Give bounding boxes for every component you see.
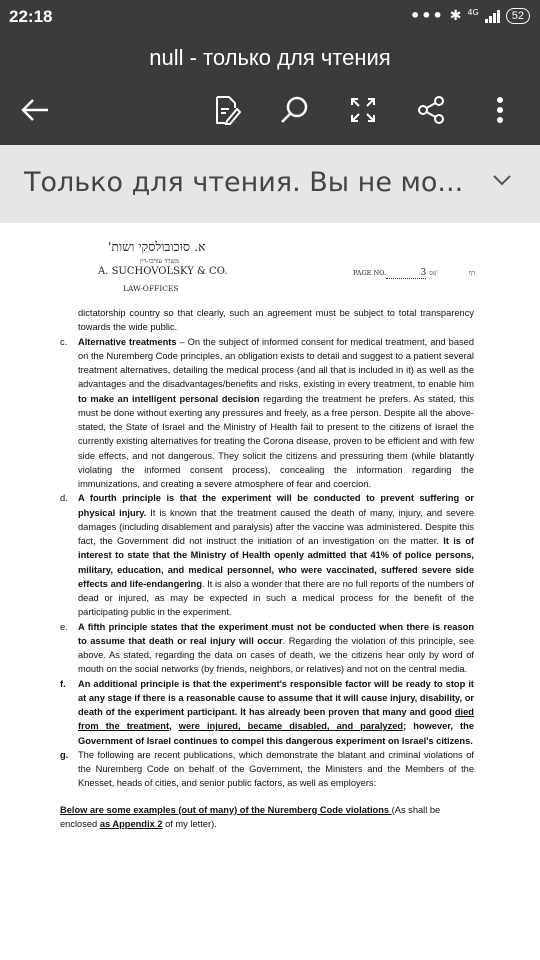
text-span: ; however, the Government of Israel continues to compel this dangerous experiment on Israel's citizens. [78, 721, 475, 746]
bold-text: A fourth principle is that the experiment will be conducted to prevent suffering or physical injury. [78, 493, 474, 518]
list-item-label: c. [60, 336, 68, 347]
underlined-text: were injured, became disabled, and paralyzed [178, 721, 404, 732]
list-item-text [78, 335, 474, 492]
underlined-text: as Appendix 2 [99, 818, 163, 829]
text-span: – On the subject of informed consent for medical treatment, and based on the Nuremberg Code principles, an obligation exists to detail and suggest to a patient several treatment alternatives, detailing the medical process (and all that is included in it) as well as the advantages and the disadvantages/benefits and risks, existing in every treatment, to enable him [78, 336, 475, 390]
examples-paragraph [0, 803, 474, 832]
page-number-value: 3 [386, 268, 426, 279]
document-body [0, 306, 540, 831]
network-type: 4G [467, 7, 479, 17]
back-arrow-icon[interactable] [17, 92, 53, 128]
bold-text: A fifth principle states that the experiment must not be conducted when there is reason to assume that death or real injury will occur [78, 621, 474, 646]
bold-text: to make an intelligent personal decision [78, 393, 260, 404]
text-span: , [169, 721, 179, 732]
text-span: . It is also a wonder that there are no full reports of the numbers of dead or injured, as may be expected in such a medical process for the benefit of the participating public in the experiment. [78, 578, 475, 618]
list-item-text: The following are recent publications, which demonstrate the blatant and criminal violations of the Nuremberg Code on behalf of the Government, the Ministers and the Members of the Knesset, heads of cities, and senior public factors, as well as employers: [78, 749, 474, 789]
edit-icon[interactable] [209, 92, 245, 128]
text-span: (As shall be enclosed [60, 804, 441, 829]
more-options-icon[interactable] [482, 92, 518, 128]
list-item-label: g. [60, 749, 69, 760]
battery-icon: 52 [506, 8, 530, 24]
text-span: of my letter). [162, 818, 217, 829]
letterhead-hebrew-subtitle: משרד עורכי-דין [140, 257, 179, 265]
page-number-hebrew: מס' [429, 270, 438, 277]
app-title: null - только для чтения [149, 45, 391, 70]
fullscreen-icon[interactable] [345, 92, 381, 128]
readonly-banner-text: Только для чтения. Вы не мо... [24, 167, 464, 198]
status-bar [0, 0, 540, 36]
chevron-down-icon[interactable] [492, 171, 512, 190]
text-span: . Regarding the violation of this principle, see above. As stated, regarding the data on cases of death, we the citizens hear only by word of mouth on the social networks (by friends, neighbors, or relatives) and not on the central media. [78, 635, 474, 675]
list-item [0, 748, 474, 791]
page-label-hebrew: דף [469, 270, 475, 277]
bold-text: It is of interest to state that the Ministry of Health openly admitted that 41% of police persons, military, education, and medical personnel, who were vaccinated, suffered severe side effects and life-endangering [78, 536, 475, 589]
status-time: 22:18 [9, 7, 53, 26]
underlined-text: Below are some examples (out of many) of the Nuremberg Code violations [60, 804, 392, 815]
signal-icon [485, 9, 500, 23]
share-icon[interactable] [413, 92, 449, 128]
list-item [0, 677, 474, 748]
page-number-label: PAGE NO. [353, 269, 387, 277]
list-item-text [78, 491, 474, 619]
letterhead-hebrew-name: א. סוכובולסקי ושות' [108, 239, 206, 254]
list-item-label: e. [60, 621, 68, 632]
letterhead-english-subtitle: LAW-OFFICES [123, 284, 179, 293]
intro-paragraph [0, 306, 474, 335]
page-number [353, 268, 438, 279]
document-page[interactable] [0, 223, 540, 960]
list-item-text [78, 620, 474, 677]
notification-dots-icon: ••• [410, 6, 444, 25]
bold-text: Alternative treatments [78, 336, 177, 347]
status-icons [410, 8, 530, 24]
list-item-text [78, 677, 474, 748]
list-item [0, 491, 474, 619]
underlined-text: died from the treatment [78, 707, 474, 732]
list-item-label: d. [60, 493, 68, 504]
bluetooth-icon: ✱ [449, 8, 462, 24]
readonly-banner[interactable] [0, 145, 540, 223]
search-icon[interactable] [276, 92, 312, 128]
text-span: An additional principle is that the experiment's responsible factor will be ready to stop it at any stage if there is a reasonable cause to assume that it will cause injury, disability, or death of the experiment participant. It has already been proven that many and good [78, 678, 474, 717]
list-item [0, 335, 474, 492]
list-item [0, 620, 474, 677]
intro-text: dictatorship country so that clearly, such an agreement must be subject to total transparency towards the wide public. [78, 308, 474, 333]
list-item-label: f. [60, 678, 66, 689]
text-span: regarding the treatment he prefers. As stated, this must be done without exerting any pressures and freely, as a free person. Despite all the above-stated, the State of Israel and the Ministry of Health fail to present to the citizens of Israel the currently existing alternatives for treating the Corona disease, proven to be efficient and with few side effects, and not dangerous. They solicit the citizens and pressuring them (while blatantly violating the informed consent process), concealing the information regarding the immunizations, and creating a severe atmosphere of fear and coercion. [78, 393, 474, 489]
letterhead-english-name: A. SUCHOVOLSKY & CO. [98, 266, 228, 277]
app-bar [0, 36, 540, 145]
text-span: It is known that the treatment caused the death of many, injury, and severe damages (including disablement and paralysis) after the vaccine was administered. Despite this fact, the Government did not instruct the initiation of an investigation on the matter. [78, 507, 474, 546]
